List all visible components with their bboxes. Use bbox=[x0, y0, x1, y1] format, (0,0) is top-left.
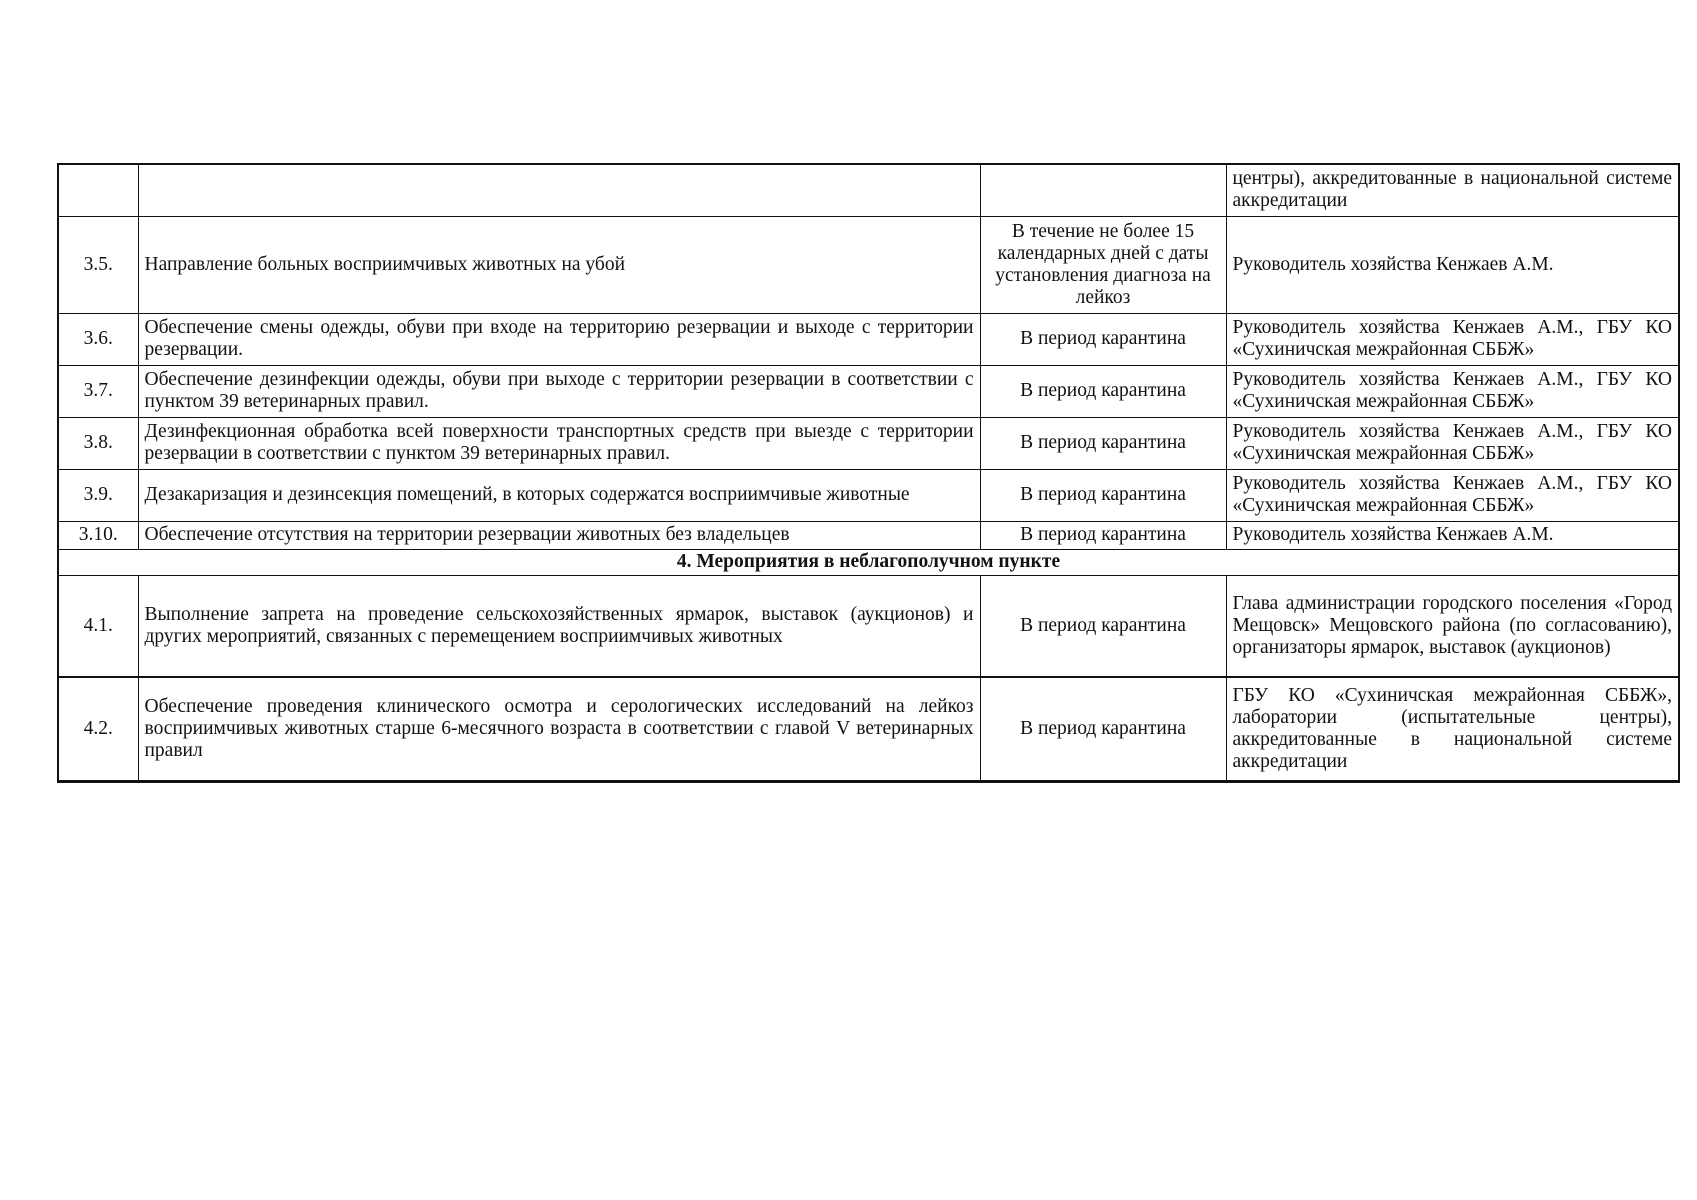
row-number: 3.5. bbox=[58, 216, 138, 313]
row-number: 4.2. bbox=[58, 677, 138, 781]
table-body-section-3 bbox=[58, 164, 1679, 549]
row-number: 3.9. bbox=[58, 469, 138, 521]
section-title: 4. Мероприятия в неблагополучном пункте bbox=[58, 549, 1679, 575]
row-responsible: Руководитель хозяйства Кенжаев А.М., ГБУ КО «Сухиничская межрайонная СББЖ» bbox=[1226, 313, 1679, 365]
row-number: 3.10. bbox=[58, 521, 138, 549]
table-row bbox=[58, 365, 1679, 417]
row-term: В период карантина bbox=[980, 365, 1226, 417]
document-page bbox=[57, 163, 1678, 783]
row-term: В период карантина bbox=[980, 521, 1226, 549]
table-body-section-4-header bbox=[58, 549, 1679, 575]
row-term: В период карантина bbox=[980, 575, 1226, 677]
row-action: Обеспечение дезинфекции одежды, обуви при выходе с территории резервации в соответствии с пунктом 39 ветеринарных правил. bbox=[138, 365, 980, 417]
row-action: Обеспечение проведения клинического осмотра и серологических исследований на лейкоз восприимчивых животных старше 6-месячного возраста в соответствии с главой V ветеринарных правил bbox=[138, 677, 980, 781]
row-responsible: Руководитель хозяйства Кенжаев А.М., ГБУ КО «Сухиничская межрайонная СББЖ» bbox=[1226, 365, 1679, 417]
row-action: Дезинфекционная обработка всей поверхности транспортных средств при выезде с территории резервации в соответствии с пунктом 39 ветеринарных правил. bbox=[138, 417, 980, 469]
row-term: В течение не более 15 календарных дней с даты установления диагноза на лейкоз bbox=[980, 216, 1226, 313]
row-term: В период карантина bbox=[980, 677, 1226, 781]
row-term: В период карантина bbox=[980, 313, 1226, 365]
table-row bbox=[58, 575, 1679, 677]
row-action: Обеспечение смены одежды, обуви при входе на территорию резервации и выходе с территории резервации. bbox=[138, 313, 980, 365]
row-action: Выполнение запрета на проведение сельскохозяйственных ярмарок, выставок (аукционов) и других мероприятий, связанных с перемещением восприимчивых животных bbox=[138, 575, 980, 677]
measures-table bbox=[57, 163, 1680, 783]
table-row bbox=[58, 417, 1679, 469]
row-number: 3.8. bbox=[58, 417, 138, 469]
row-responsible: Руководитель хозяйства Кенжаев А.М. bbox=[1226, 521, 1679, 549]
table-row bbox=[58, 216, 1679, 313]
row-responsible: ГБУ КО «Сухиничская межрайонная СББЖ», лаборатории (испытательные центры), аккредитованные в национальной системе аккредитации bbox=[1226, 677, 1679, 781]
row-term: В период карантина bbox=[980, 417, 1226, 469]
row-action: Дезакаризация и дезинсекция помещений, в которых содержатся восприимчивые животные bbox=[138, 469, 980, 521]
row-number: 3.7. bbox=[58, 365, 138, 417]
row-responsible: Руководитель хозяйства Кенжаев А.М. bbox=[1226, 216, 1679, 313]
table-row bbox=[58, 677, 1679, 781]
table-row bbox=[58, 469, 1679, 521]
row-number bbox=[58, 164, 138, 216]
table-row bbox=[58, 521, 1679, 549]
row-action: Обеспечение отсутствия на территории резервации животных без владельцев bbox=[138, 521, 980, 549]
row-term: В период карантина bbox=[980, 469, 1226, 521]
table-body-section-4 bbox=[58, 575, 1679, 781]
section-header-row bbox=[58, 549, 1679, 575]
row-number: 3.6. bbox=[58, 313, 138, 365]
row-responsible: Руководитель хозяйства Кенжаев А.М., ГБУ КО «Сухиничская межрайонная СББЖ» bbox=[1226, 417, 1679, 469]
row-responsible: Руководитель хозяйства Кенжаев А.М., ГБУ КО «Сухиничская межрайонная СББЖ» bbox=[1226, 469, 1679, 521]
row-action: Направление больных восприимчивых животных на убой bbox=[138, 216, 980, 313]
row-term bbox=[980, 164, 1226, 216]
row-action bbox=[138, 164, 980, 216]
table-row bbox=[58, 313, 1679, 365]
row-responsible: центры), аккредитованные в национальной системе аккредитации bbox=[1226, 164, 1679, 216]
row-number: 4.1. bbox=[58, 575, 138, 677]
row-responsible: Глава администрации городского поселения «Город Мещовск» Мещовского района (по согласованию), организаторы ярмарок, выставок (аукционов) bbox=[1226, 575, 1679, 677]
table-row bbox=[58, 164, 1679, 216]
